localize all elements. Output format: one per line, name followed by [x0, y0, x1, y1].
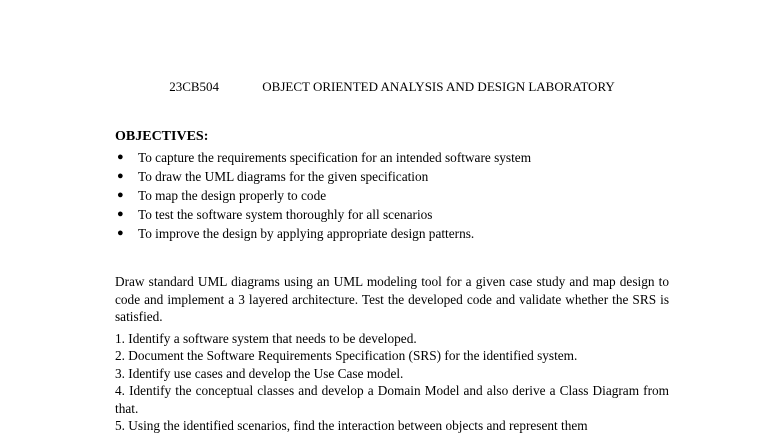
bullet-icon: ●: [117, 208, 124, 220]
objectives-list: [115, 148, 531, 243]
bullet-icon: ●: [117, 170, 124, 182]
step-item: 4. Identify the conceptual classes and develop a Domain Model and also derive a Class Diagram from that.: [115, 383, 669, 416]
course-code: 23CB504: [169, 79, 220, 94]
step-item: 5. Using the identified scenarios, find the interaction between objects and represent them: [115, 418, 588, 434]
objective-item: ● To map the design properly to code: [117, 188, 327, 203]
step-item: 1. Identify a software system that needs to be developed.: [115, 331, 417, 346]
objectives-heading: OBJECTIVES:: [115, 129, 209, 144]
objective-item: ● To improve the design by applying appropriate design patterns.: [117, 226, 475, 241]
objective-item: ● To capture the requirements specification for an intended software system: [117, 150, 532, 165]
course-header: [0, 79, 784, 95]
steps-list: [115, 330, 669, 434]
step-item: 2. Document the Software Requirements Specification (SRS) for the identified system.: [115, 348, 578, 364]
intro-paragraph: Draw standard UML diagrams using an UML modeling tool for a given case study and map design to code and implement a 3 layered architecture. Test the developed code and validate whether the SRS is satisfied.: [115, 274, 669, 325]
objective-item: ● To draw the UML diagrams for the given specification: [117, 169, 429, 184]
bullet-icon: ●: [117, 189, 124, 201]
course-title: OBJECT ORIENTED ANALYSIS AND DESIGN LABORATORY: [262, 79, 615, 94]
bullet-icon: ●: [117, 151, 124, 163]
objective-item: ● To test the software system thoroughly for all scenarios: [117, 207, 433, 222]
bullet-icon: ●: [117, 227, 124, 239]
step-item: 3. Identify use cases and develop the Use Case model.: [115, 365, 404, 381]
